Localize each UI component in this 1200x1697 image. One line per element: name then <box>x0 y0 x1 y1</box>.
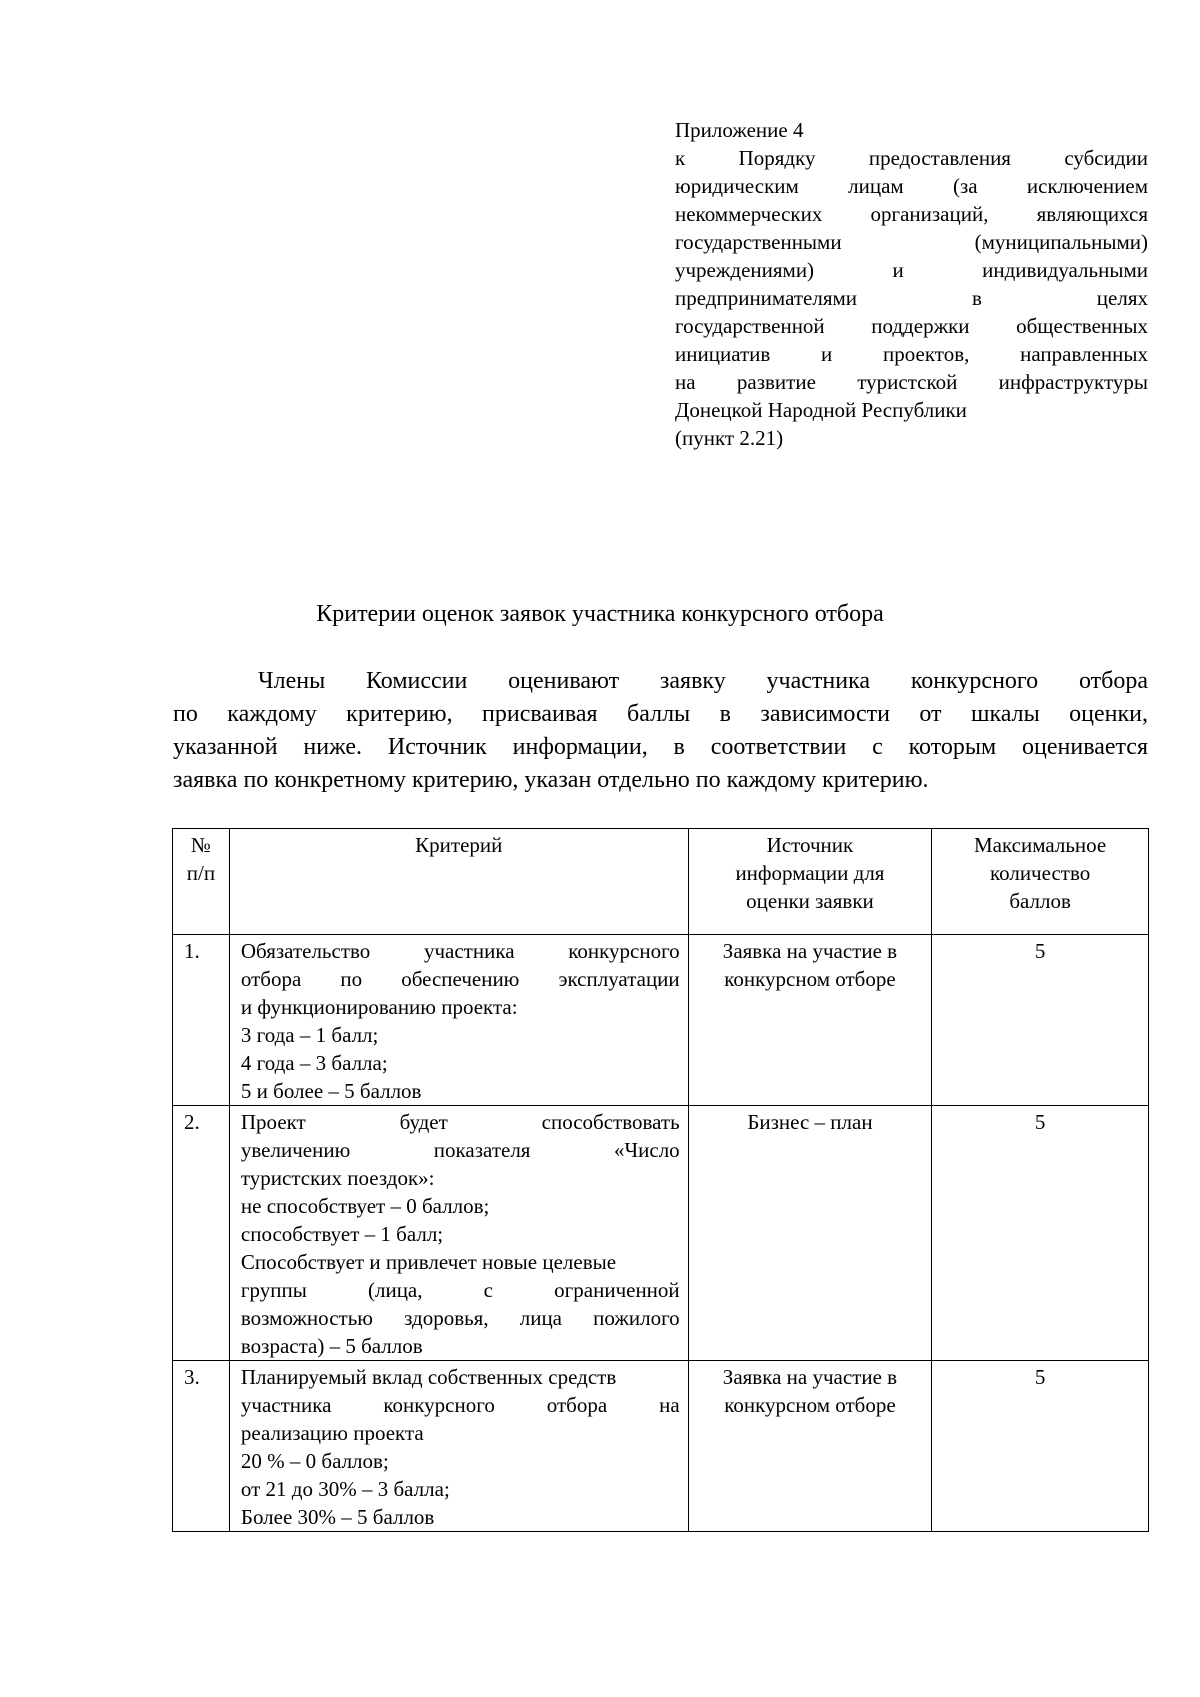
row-max-points: 5 <box>932 1106 1149 1361</box>
intro-line: по каждому критерию, присваивая баллы в зависимости от шкалы оценки, <box>173 701 1148 727</box>
header-max-line: Максимальное <box>973 833 1107 857</box>
row-criterion <box>229 1361 688 1532</box>
row-number: 1. <box>173 935 230 1106</box>
criterion-line: Проект будет способствовать <box>240 1110 680 1134</box>
header-max-points <box>932 829 1149 935</box>
appendix-line: Приложение 4 <box>675 118 804 142</box>
criterion-line: Планируемый вклад собственных средств <box>240 1365 617 1389</box>
criterion-line: от 21 до 30% – 3 балла; <box>240 1477 450 1501</box>
source-line: Бизнес – план <box>747 1110 873 1134</box>
criterion-line: возраста) – 5 баллов <box>240 1334 423 1358</box>
source-line: конкурсном отборе <box>724 1393 896 1417</box>
header-source-line: оценки заявки <box>746 889 874 913</box>
row-source <box>688 935 932 1106</box>
source-line: Заявка на участие в <box>722 939 898 963</box>
intro-line: заявка по конкретному критерию, указан отдельно по каждому критерию. <box>173 767 929 793</box>
criterion-line: участника конкурсного отбора на <box>240 1393 680 1417</box>
criterion-line: туристских поездок»: <box>240 1166 435 1190</box>
row-criterion <box>229 935 688 1106</box>
source-line: Заявка на участие в <box>722 1365 898 1389</box>
appendix-line: Донецкой Народной Республики <box>675 398 967 422</box>
intro-line: Члены Комиссии оценивают заявку участника конкурсного отбора <box>258 668 1148 694</box>
source-line: конкурсном отборе <box>724 967 896 991</box>
criterion-line: 4 года – 3 балла; <box>240 1051 388 1075</box>
appendix-line: на развитие туристской инфраструктуры <box>675 370 1148 394</box>
criterion-line: Способствует и привлечет новые целевые <box>240 1250 617 1274</box>
appendix-line: государственной поддержки общественных <box>675 314 1148 338</box>
criterion-line: Более 30% – 5 баллов <box>240 1505 435 1529</box>
criterion-line: и функционированию проекта: <box>240 995 518 1019</box>
appendix-line: юридическим лицам (за исключением <box>675 174 1148 198</box>
table-row <box>173 1361 1149 1532</box>
criterion-line: возможностью здоровья, лица пожилого <box>240 1306 680 1330</box>
header-max-line: количество <box>989 861 1091 885</box>
intro-line: указанной ниже. Источник информации, в соответствии с которым оценивается <box>173 734 1148 760</box>
appendix-line: учреждениями) и индивидуальными <box>675 258 1148 282</box>
header-number-line: п/п <box>186 861 216 885</box>
header-source-line: Источник <box>766 833 854 857</box>
criteria-table <box>172 828 1149 1532</box>
criterion-line: 3 года – 1 балл; <box>240 1023 379 1047</box>
row-number: 2. <box>173 1106 230 1361</box>
criterion-line: способствует – 1 балл; <box>240 1222 444 1246</box>
criterion-line: группы (лица, с ограниченной <box>240 1278 680 1302</box>
criterion-line: 5 и более – 5 баллов <box>240 1079 422 1103</box>
appendix-line: предпринимателями в целях <box>675 286 1148 310</box>
criterion-line: реализацию проекта <box>240 1421 424 1445</box>
appendix-line: инициатив и проектов, направленных <box>675 342 1148 366</box>
header-number-line: № <box>190 833 211 857</box>
criterion-line: Обязательство участника конкурсного <box>240 939 680 963</box>
row-criterion <box>229 1106 688 1361</box>
criterion-line: не способствует – 0 баллов; <box>240 1194 490 1218</box>
row-max-points: 5 <box>932 935 1149 1106</box>
header-number <box>173 829 230 935</box>
criterion-line: отбора по обеспечению эксплуатации <box>240 967 680 991</box>
table-row <box>173 935 1149 1106</box>
criterion-line: 20 % – 0 баллов; <box>240 1449 389 1473</box>
row-max-points: 5 <box>932 1361 1149 1532</box>
appendix-line: к Порядку предоставления субсидии <box>675 146 1148 170</box>
table-row <box>173 1106 1149 1361</box>
criterion-line: увеличению показателя «Число <box>240 1138 680 1162</box>
appendix-line: некоммерческих организаций, являющихся <box>675 202 1148 226</box>
table-header-row <box>173 829 1149 935</box>
row-source <box>688 1361 932 1532</box>
row-source <box>688 1106 932 1361</box>
intro-paragraph <box>173 665 1148 797</box>
header-source <box>688 829 932 935</box>
header-source-line: информации для <box>735 861 885 885</box>
appendix-line: государственными (муниципальными) <box>675 230 1148 254</box>
header-max-line: баллов <box>1009 889 1071 913</box>
header-criterion: Критерий <box>229 829 688 935</box>
appendix-line: (пункт 2.21) <box>675 426 784 450</box>
document-title: Критерии оценок заявок участника конкурсного отбора <box>316 601 884 627</box>
appendix-reference <box>675 116 1148 452</box>
row-number: 3. <box>173 1361 230 1532</box>
